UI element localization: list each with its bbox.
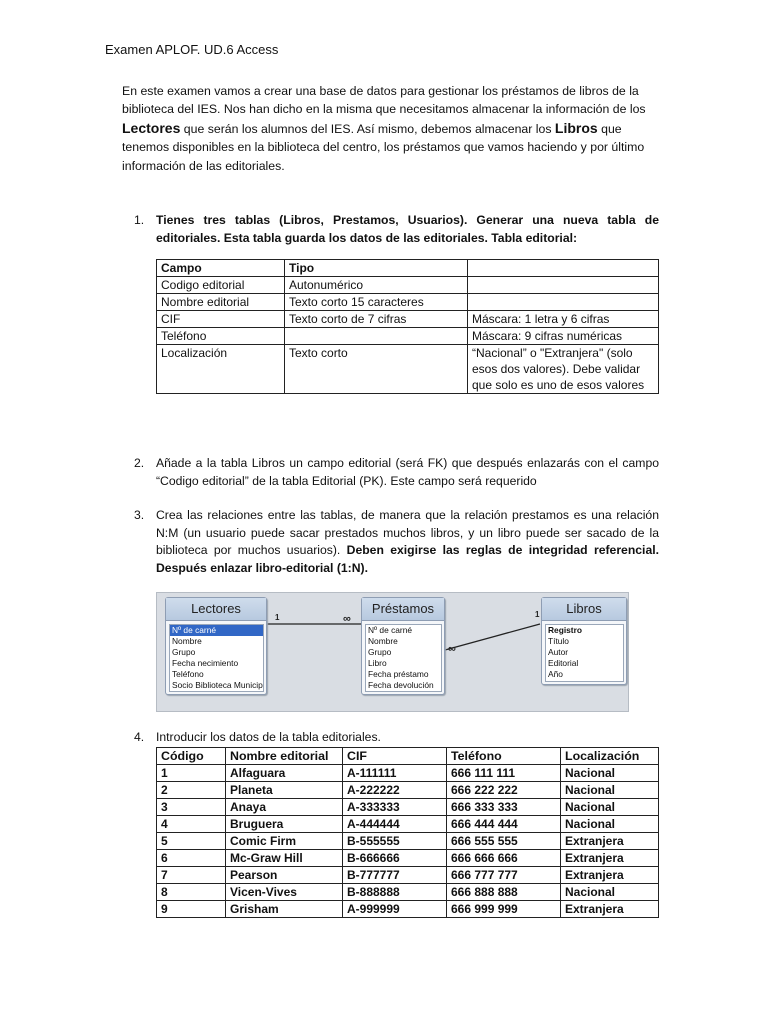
cell: 5 [157,833,226,850]
libros-table-box[interactable] [541,597,627,685]
question-4 [134,729,659,747]
field-item[interactable]: Socio Biblioteca Municip [172,680,263,690]
header-telefono: Teléfono [447,748,561,765]
cell: Nacional [561,765,659,782]
cell: A-333333 [343,799,447,816]
cell: 666 777 777 [447,867,561,884]
cell: Texto corto de 7 cifras [285,311,468,328]
question-2 [134,455,659,490]
cell: Máscara: 1 letra y 6 cifras [468,311,659,328]
cell: 666 999 999 [447,901,561,918]
table-header-row [157,748,659,765]
table-row [157,294,659,311]
header-nombre: Nombre editorial [226,748,343,765]
cell: 666 666 666 [447,850,561,867]
header-extra [468,260,659,277]
cell: Vicen-Vives [226,884,343,901]
question-3-text [156,507,659,577]
field-item[interactable]: Teléfono [172,669,204,679]
prestamos-title: Préstamos [362,598,444,621]
field-item[interactable]: Fecha préstamo [368,669,429,679]
question-3-text-normal: Crea las relaciones entre las tablas, de manera que la relación prestamos es una relación N:M (un usuario puede sacar prestados muchos libros, y un libro puede ser sacado de la biblioteca por muchos usuarios). [156,508,659,557]
cell: 1 [157,765,226,782]
cell: Codigo editorial [157,277,285,294]
cell: 6 [157,850,226,867]
cell: 7 [157,867,226,884]
cell: 8 [157,884,226,901]
table-row [157,311,659,328]
rel-label-many: ∞ [448,643,456,655]
cell: Localización [157,345,285,394]
table-row [157,901,659,918]
intro-lectores: Lectores [122,119,181,136]
cell: Grisham [226,901,343,918]
table-row [157,816,659,833]
libros-field-list [545,624,624,682]
cell: 9 [157,901,226,918]
cell: Comic Firm [226,833,343,850]
page-header: Examen APLOF. UD.6 Access [105,42,279,57]
question-1-number: 1. [134,213,145,227]
cell: B-555555 [343,833,447,850]
cell: Anaya [226,799,343,816]
cell: Nacional [561,816,659,833]
field-item[interactable]: Fecha necimiento [172,658,239,668]
editorial-data-table [156,747,659,918]
cell: Pearson [226,867,343,884]
cell: 666 888 888 [447,884,561,901]
cell: 666 444 444 [447,816,561,833]
cell: Extranjera [561,833,659,850]
cell: Nacional [561,782,659,799]
cell [285,328,468,345]
intro-text-2: que serán los alumnos del IES. Así mismo, debemos almacenar los [180,121,555,136]
field-item[interactable]: Fecha devolución [368,680,434,690]
relationship-diagram [156,592,629,712]
cell: Extranjera [561,901,659,918]
rel-label-one: 1 [275,613,280,622]
cell: A-999999 [343,901,447,918]
cell: 666 555 555 [447,833,561,850]
cell: 2 [157,782,226,799]
cell: B-888888 [343,884,447,901]
field-item[interactable]: Nombre [172,636,202,646]
table-row [157,277,659,294]
table-row [157,884,659,901]
table-row [157,850,659,867]
cell [468,294,659,311]
cell: B-777777 [343,867,447,884]
header-cif: CIF [343,748,447,765]
field-item[interactable]: Nombre [368,636,398,646]
header-campo: Campo [157,260,285,277]
header-codigo: Código [157,748,226,765]
table-row [157,799,659,816]
field-item[interactable]: Año [548,669,563,679]
question-3-number: 3. [134,508,145,522]
cell: 4 [157,816,226,833]
question-1-text: Tienes tres tablas (Libros, Prestamos, Usuarios). Generar una nueva tabla de editoriales. Esta tabla guarda los datos de las editoriales. Tabla editorial: [156,213,659,245]
prestamos-libros-link [445,624,540,650]
cell: Texto corto [285,345,468,394]
cell: B-666666 [343,850,447,867]
cell: Bruguera [226,816,343,833]
question-4-text: Introducir los datos de la tabla editoriales. [156,730,381,744]
cell: A-444444 [343,816,447,833]
cell: Extranjera [561,867,659,884]
prestamos-table-box[interactable] [361,597,445,695]
cell: Texto corto 15 caracteres [285,294,468,311]
field-item[interactable]: Libro [368,658,387,668]
cell: Nacional [561,884,659,901]
cell: 666 111 111 [447,765,561,782]
field-item[interactable]: Registro [548,625,582,635]
lectores-field-list [169,624,264,692]
lectores-title: Lectores [166,598,266,621]
cell: Nacional [561,799,659,816]
cell: Teléfono [157,328,285,345]
intro-paragraph [122,82,662,175]
field-item[interactable]: Nº de carné [170,625,263,636]
question-1 [134,212,659,247]
table-row [157,782,659,799]
cell: Nombre editorial [157,294,285,311]
header-localizacion: Localización [561,748,659,765]
table-row [157,345,659,394]
cell: Máscara: 9 cifras numéricas [468,328,659,345]
table-row [157,328,659,345]
rel-label-one: 1 [535,610,540,619]
cell [468,277,659,294]
field-item[interactable]: Autor [548,647,569,657]
cell: 666 222 222 [447,782,561,799]
field-item[interactable]: Título [548,636,569,646]
intro-text-1: En este examen vamos a crear una base de datos para gestionar los préstamos de libros de la biblioteca del IES. Nos han dicho en la misma que necesitamos almacenar la información de los [122,84,646,117]
intro-text-3: que tenemos disponibles en la biblioteca del centro, los préstamos que vamos haciendo y por último información de las editoriales. [122,121,645,173]
field-item[interactable]: Grupo [368,647,392,657]
cell: 666 333 333 [447,799,561,816]
question-2-number: 2. [134,456,145,470]
cell: Extranjera [561,850,659,867]
table-row [157,867,659,884]
cell: Alfaguara [226,765,343,782]
editorial-schema-table [156,259,659,394]
cell: Mc-Graw Hill [226,850,343,867]
cell: A-111111 [343,765,447,782]
header-tipo: Tipo [285,260,468,277]
libros-title: Libros [542,598,626,621]
question-3-text-bold: Deben exigirse las reglas de integridad referencial. Después enlazar libro-editorial (1:N). [156,543,659,575]
cell: 3 [157,799,226,816]
question-4-number: 4. [134,730,145,744]
table-row [157,833,659,850]
intro-libros: Libros [554,119,598,136]
cell: A-222222 [343,782,447,799]
field-item[interactable]: Grupo [172,647,196,657]
rel-label-many: ∞ [343,613,351,625]
cell: Autonumérico [285,277,468,294]
cell: Planeta [226,782,343,799]
field-item[interactable]: Nº de carné [368,625,413,635]
table-header-row [157,260,659,277]
question-3 [134,507,659,577]
question-2-text: Añade a la tabla Libros un campo editorial (será FK) que después enlazarás con el campo “Codigo editorial” de la tabla Editorial (PK). Este campo será requerido [156,456,659,488]
cell: “Nacional” o "Extranjera" (solo esos dos valores). Debe validar que solo es uno de esos valores [468,345,659,394]
table-row [157,765,659,782]
cell: CIF [157,311,285,328]
field-item[interactable]: Editorial [548,658,579,668]
lectores-table-box[interactable] [165,597,267,695]
prestamos-field-list [365,624,442,692]
